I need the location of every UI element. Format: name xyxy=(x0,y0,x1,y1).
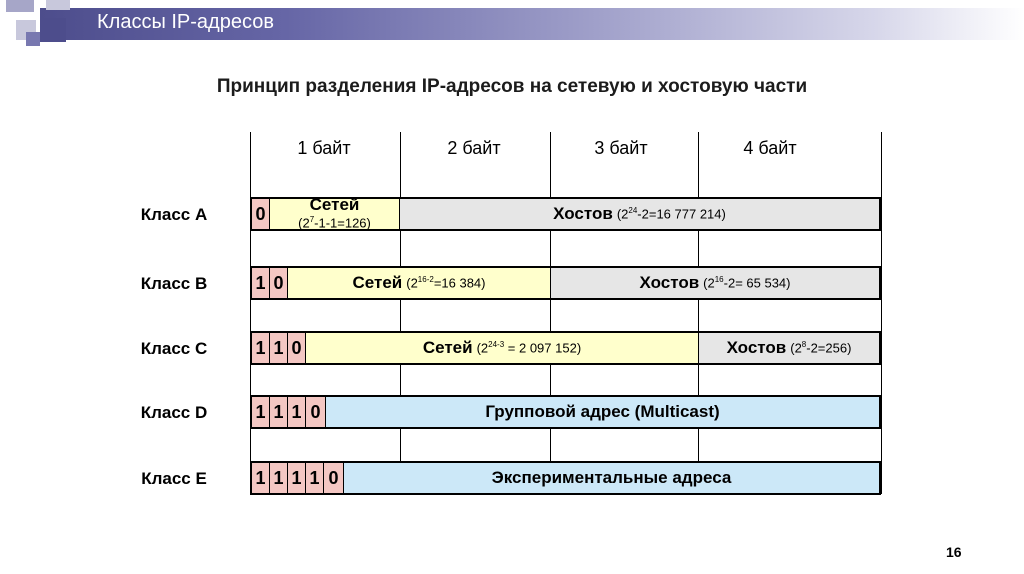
bit-cell: 0 xyxy=(252,199,270,229)
networks-formula: $(2^7-1-1=126)$ xyxy=(298,215,371,231)
bit-cell: 1 xyxy=(252,333,270,363)
hosts-formula: $(2^8-2=256)$ xyxy=(790,340,852,356)
bit-cell: 1 xyxy=(252,268,270,298)
bit-cell: 1 xyxy=(252,463,270,493)
multicast-label: Групповой адрес (Multicast) xyxy=(485,402,720,421)
networks-title: Сетей xyxy=(352,273,403,292)
class-e-row xyxy=(250,461,881,495)
networks-formula: ($2^{24-3} = 2$ 097 152) xyxy=(476,340,582,356)
decorative-square xyxy=(46,0,70,10)
bit-cell: 1 xyxy=(270,333,288,363)
experimental-label: Экспериментальные адреса xyxy=(491,468,732,487)
decorative-square xyxy=(40,18,66,42)
multicast-field xyxy=(326,397,879,427)
class-a-label: Класс A xyxy=(140,205,208,224)
byte-label-4: 4 байт xyxy=(743,138,797,158)
class-a-row xyxy=(250,197,881,231)
bit-cell: 1 xyxy=(288,397,306,427)
bit-cell: 0 xyxy=(324,463,344,493)
class-b-label: Класс B xyxy=(140,274,208,293)
byte-boundary-line xyxy=(550,132,551,494)
byte-label-2: 2 байт xyxy=(447,138,501,158)
byte-label-3: 3 байт xyxy=(594,138,648,158)
class-d-row xyxy=(250,395,881,429)
bit-cell: 1 xyxy=(270,463,288,493)
bit-cell: 0 xyxy=(306,397,326,427)
hosts-title: Хостов xyxy=(639,273,700,292)
byte-boundary-line xyxy=(881,132,882,494)
hosts-title: Хостов xyxy=(553,204,613,223)
hosts-field xyxy=(400,199,879,229)
bit-cell: 0 xyxy=(270,268,288,298)
hosts-formula: ($2^{24}-2=16$ 777 214) xyxy=(616,206,726,222)
hosts-formula: ($2^{16}-2= 65$ 534) xyxy=(703,275,791,291)
page-title: Классы IP-адресов xyxy=(97,11,274,33)
class-d-label: Класс D xyxy=(140,403,208,422)
bit-cell: 1 xyxy=(288,463,306,493)
networks-field xyxy=(306,333,699,363)
networks-title: Сетей xyxy=(309,195,360,215)
byte-label-1: 1 байт xyxy=(297,138,351,158)
networks-title: Сетей xyxy=(422,338,473,357)
class-b-row xyxy=(250,266,881,300)
hosts-title: Хостов xyxy=(726,338,787,357)
networks-formula: ($2^{16-2}=16$ 384) xyxy=(406,275,486,291)
byte-boundary-line xyxy=(698,132,699,494)
class-e-label: Класс E xyxy=(141,469,207,488)
byte-boundary-line xyxy=(250,132,251,494)
diagram-subtitle: Принцип разделения IP-адресов на сетевую и хостовую части xyxy=(216,76,808,97)
class-c-row xyxy=(250,331,881,365)
bit-cell: 1 xyxy=(270,397,288,427)
page-number: 16 xyxy=(946,544,962,560)
byte-boundary-line xyxy=(400,132,401,494)
class-c-label: Класс C xyxy=(140,339,208,358)
experimental-field xyxy=(344,463,879,493)
hosts-field xyxy=(551,268,879,298)
bit-cell: 0 xyxy=(288,333,306,363)
decorative-square xyxy=(26,32,40,46)
bit-cell: 1 xyxy=(306,463,324,493)
networks-field xyxy=(270,195,400,231)
networks-field xyxy=(288,268,551,298)
bit-cell: 1 xyxy=(252,397,270,427)
decorative-square xyxy=(6,0,34,12)
hosts-field xyxy=(699,333,879,363)
